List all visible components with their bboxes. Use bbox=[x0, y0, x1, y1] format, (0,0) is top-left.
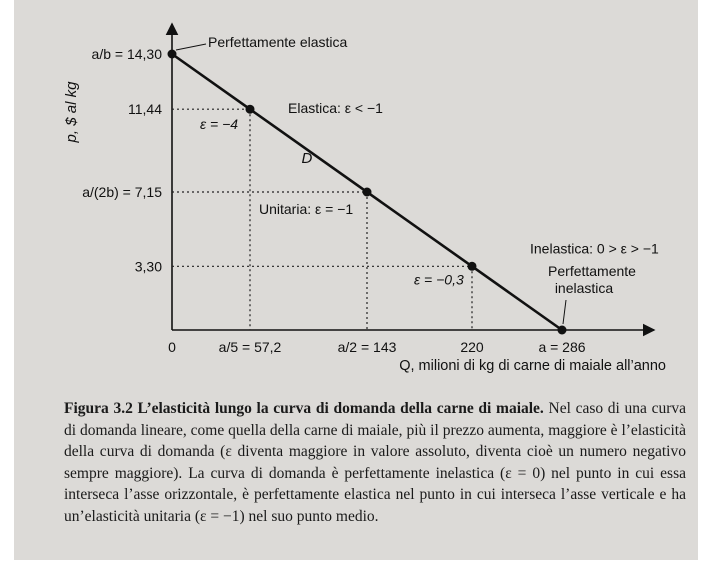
curve-point bbox=[168, 50, 177, 59]
y-tick-label: 11,44 bbox=[128, 101, 162, 118]
caption-label: Figura 3.2 bbox=[64, 400, 133, 417]
perfectly-inelastic-leader bbox=[563, 300, 566, 324]
curve-point bbox=[246, 105, 255, 114]
figure-caption bbox=[64, 398, 686, 527]
x-tick-label: 0 bbox=[168, 339, 176, 355]
annotations bbox=[176, 34, 659, 324]
perfectly-inelastic-label-1: Perfettamente bbox=[548, 263, 636, 279]
x-tick-label: a = 286 bbox=[538, 339, 586, 355]
y-tick-label: a/b = 14,30 bbox=[91, 46, 162, 62]
caption-body: Nel caso di una curva di domanda lineare, come quella della carne di maiale, più il prezzo aumenta, maggiore è l’elasticità della curva di domanda (ε diventa maggiore in valore assoluto, diventa cioè un numero negativo sempre maggiore). La curva di domanda è perfettamente inelastica (ε = 0) nel punto in cui essa interseca l’asse orizzontale, è perfettamente elastica nel punto in cui interseca l’asse verticale e ha un’elasticità unitaria (ε = −1) nel suo punto medio. bbox=[64, 400, 687, 525]
inelastic-label: Inelastica: 0 > ε > −1 bbox=[530, 240, 659, 257]
perfectly-inelastic-label-2: inelastica bbox=[554, 280, 614, 296]
curve-point bbox=[468, 262, 477, 271]
y-axis-label: p, $ al kg bbox=[63, 81, 80, 143]
eps-minus-4-label: ε = −4 bbox=[200, 116, 239, 133]
y-tick-label: 3,30 bbox=[134, 258, 162, 275]
x-tick-label: a/5 = 57,2 bbox=[218, 339, 282, 355]
x-axis-label: Q, milioni di kg di carne di maiale all’anno bbox=[399, 358, 666, 374]
caption-title: L’elasticità lungo la curva di domanda della carne di maiale. bbox=[137, 400, 544, 417]
perfectly-elastic-label: Perfettamente elastica bbox=[208, 34, 348, 50]
elastic-label: Elastica: ε < −1 bbox=[288, 100, 383, 117]
x-tick-label: 220 bbox=[460, 339, 484, 355]
perfectly-elastic-leader bbox=[176, 44, 206, 50]
guide-lines bbox=[172, 109, 472, 330]
curve-point bbox=[363, 188, 372, 197]
eps-minus-03-label: ε = −0,3 bbox=[414, 271, 464, 288]
x-tick-label: a/2 = 143 bbox=[337, 339, 397, 355]
y-tick-label: a/(2b) = 7,15 bbox=[82, 184, 162, 200]
curve-point bbox=[558, 326, 567, 335]
unitary-label: Unitaria: ε = −1 bbox=[259, 201, 354, 217]
curve-d-label: D bbox=[301, 150, 313, 168]
